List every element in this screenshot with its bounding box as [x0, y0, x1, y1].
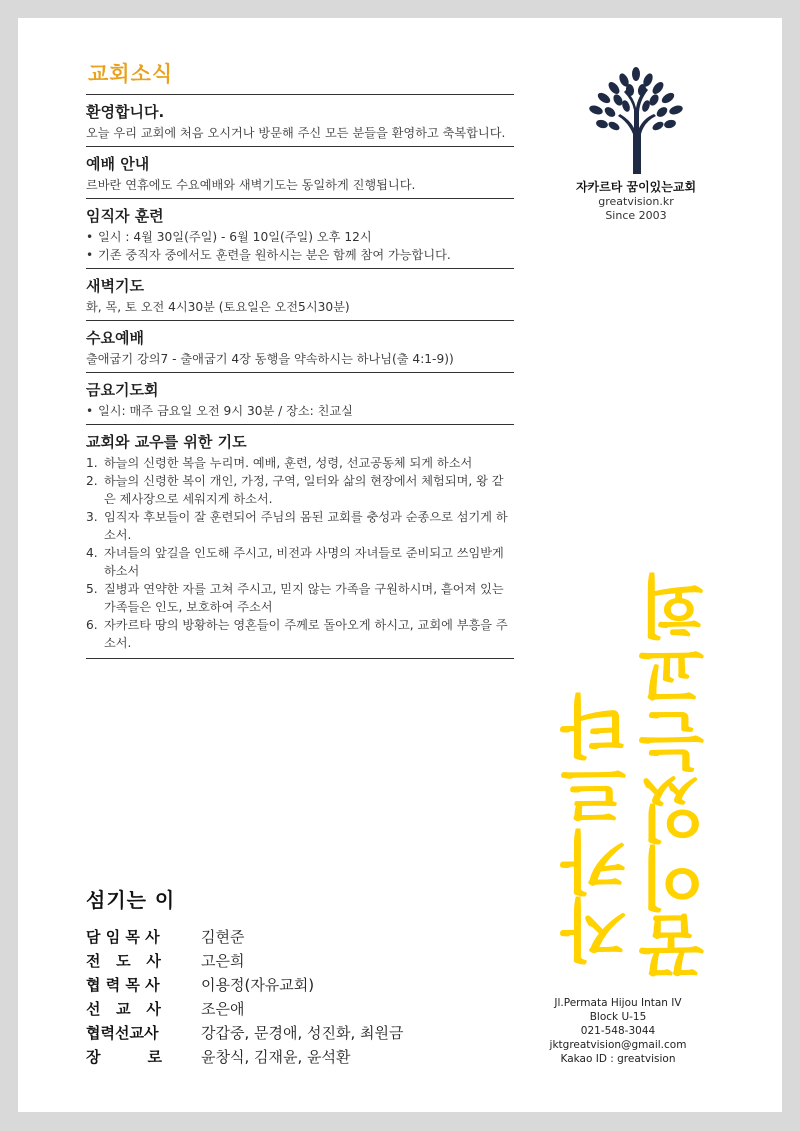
prayer-text: 임직자 후보들이 잘 훈련되어 주님의 몸된 교회를 충성과 순종으로 섬기게 하소서. [104, 510, 508, 542]
section-text: 르바란 연휴에도 수요예배와 새벽기도는 동일하게 진행됩니다. [86, 178, 416, 192]
list-item: • 기존 중직자 중에서도 훈련을 원하시는 분은 함께 참여 가능합니다. [86, 246, 514, 264]
prayer-text: 자녀들의 앞길을 인도해 주시고, 비전과 사명의 자녀들로 준비되고 쓰임받게 하소서 [104, 546, 504, 578]
bullet-list [86, 402, 514, 420]
tree-icon [584, 66, 688, 174]
list-item: • 일시: 매주 금요일 오전 9시 30분 / 장소: 친교실 [86, 402, 514, 420]
prayer-text: 질병과 연약한 자를 고쳐 주시고, 믿지 않는 가족을 구원하시며, 흩어져 있는 가족들은 인도, 보호하여 주소서 [104, 582, 504, 614]
list-item: 6. 자카르타 땅의 방황하는 영혼들이 주께로 돌아오게 하시고, 교회에 부흥을 주소서. [86, 618, 508, 650]
section-heading: 예배 안내 [86, 155, 150, 173]
bulletin-page [18, 18, 782, 1112]
staff-row [86, 973, 506, 997]
staff-role: 전 도 사 [86, 952, 161, 970]
prayer-text: 하늘의 신령한 복이 개인, 가정, 구역, 일터와 삶의 현장에서 체험되며, 왕 같은 제사장으로 세워지게 하소서. [104, 474, 504, 506]
news-section-welcome [86, 94, 514, 146]
contact-info [538, 996, 698, 1066]
news-section-prayer [86, 424, 514, 659]
staff-row [86, 997, 506, 1021]
staff-names: 김현준 [201, 928, 245, 946]
email-address: jktgreatvision@gmail.com [549, 1039, 687, 1051]
list-item: 5. 질병과 연약한 자를 고쳐 주시고, 믿지 않는 가족을 구원하시며, 흩어져 있는 가족들은 인도, 보호하여 주소서 [86, 582, 504, 614]
staff-names: 고은희 [201, 952, 245, 970]
prayer-list [86, 454, 514, 652]
news-section-training [86, 198, 514, 268]
news-section-dawn-prayer [86, 268, 514, 320]
staff-row [86, 1045, 506, 1069]
staff-row [86, 925, 506, 949]
church-news [86, 58, 514, 659]
list-item: 3. 임직자 후보들이 잘 훈련되어 주님의 몸된 교회를 충성과 순종으로 섬기게 하소서. [86, 510, 508, 542]
staff-list [86, 884, 506, 1069]
list-item: 2. 하늘의 신령한 복이 개인, 가정, 구역, 일터와 삶의 현장에서 체험되며, 왕 같은 제사장으로 세워지게 하소서. [86, 474, 504, 506]
address-line-1: Jl.Permata Hijou Intan IV [554, 997, 682, 1009]
list-item: 4. 자녀들의 앞길을 인도해 주시고, 비전과 사명의 자녀들로 준비되고 쓰임받게 하소서 [86, 546, 504, 578]
church-since: Since 2003 [605, 209, 667, 222]
section-heading: 임직자 훈련 [86, 207, 164, 225]
section-heading: 환영합니다. [86, 103, 165, 121]
staff-names: 윤창식, 김재윤, 윤석환 [201, 1048, 351, 1066]
kakao-id: Kakao ID : greatvision [560, 1053, 676, 1065]
news-section-friday [86, 372, 514, 424]
news-section-wednesday [86, 320, 514, 372]
church-website: greatvision.kr [598, 195, 674, 208]
staff-role: 선 교 사 [86, 1000, 161, 1018]
list-item: • 일시 : 4월 30일(주일) - 6월 10일(주일) 오후 12시 [86, 228, 514, 246]
vertical-title-line-2: 꿈이있는교회 [638, 573, 717, 981]
staff-role: 협력선교사 [86, 1024, 159, 1042]
section-text: 화, 목, 토 오전 4시30분 (토요일은 오전5시30분) [86, 300, 350, 314]
staff-role: 담 임 목 사 [86, 928, 160, 946]
church-name: 자카르타 꿈이있는교회 [575, 180, 697, 194]
staff-role: 협 력 목 사 [86, 976, 160, 994]
phone-number: 021-548-3044 [580, 1025, 656, 1037]
address-line-2: Block U-15 [589, 1011, 647, 1023]
staff-names: 조은애 [201, 1000, 245, 1018]
section-heading: 교회와 교우를 위한 기도 [86, 433, 247, 451]
section-text: 오늘 우리 교회에 처음 오시거나 방문해 주신 모든 분들을 환영하고 축복합니다. [86, 126, 506, 140]
church-logo [566, 66, 706, 223]
section-heading: 금요기도회 [86, 381, 159, 399]
page-title: 교회소식 [88, 62, 174, 86]
staff-names: 강갑중, 문경애, 성진화, 최원금 [201, 1024, 404, 1042]
list-item: 1. 하늘의 신령한 복을 누리며. 예배, 훈련, 성령, 선교공동체 되게 하소서 [86, 456, 473, 470]
vertical-church-title [548, 573, 748, 993]
staff-row [86, 1021, 506, 1045]
staff-title: 섬기는 이 [86, 888, 176, 912]
vertical-title-line-1: 자카르타 [560, 693, 639, 965]
prayer-text: 하늘의 신령한 복을 누리며. 예배, 훈련, 성령, 선교공동체 되게 하소서 [104, 456, 473, 470]
section-heading: 새벽기도 [86, 277, 144, 295]
bullet-list [86, 228, 514, 264]
staff-row [86, 949, 506, 973]
news-section-worship-info [86, 146, 514, 198]
section-text: 출애굽기 강의7 - 출애굽기 4장 동행을 약속하시는 하나님(출 4:1-9)) [86, 352, 454, 366]
staff-names: 이용정(자유교회) [201, 976, 315, 994]
prayer-text: 자카르타 땅의 방황하는 영혼들이 주께로 돌아오게 하시고, 교회에 부흥을 주소서. [104, 618, 508, 650]
staff-role: 장 로 [86, 1048, 162, 1066]
section-heading: 수요예배 [86, 329, 144, 347]
